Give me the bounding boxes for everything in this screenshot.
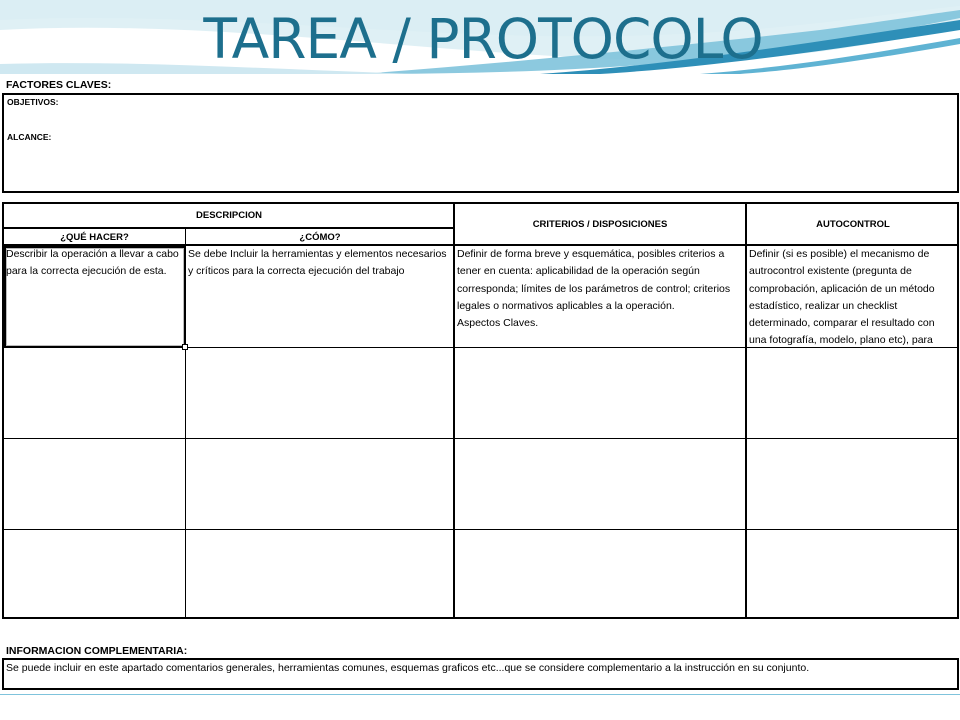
criteria-header: CRITERIOS / DISPOSICIONES: [532, 219, 668, 230]
what-header: ¿QUÉ HACER?: [60, 232, 129, 243]
description-header: DESCRIPCION: [196, 210, 262, 221]
key-factors-box[interactable]: [2, 93, 959, 193]
header-divider-desc: [4, 227, 454, 229]
row1-autocontrol-line-6: una fotografía, modelo, plano etc), para: [749, 334, 933, 347]
complementary-heading: INFORMACION COMPLEMENTARIA:: [6, 645, 188, 657]
row1-autocontrol-line-3: comprobación, aplicación de un método: [749, 282, 935, 295]
objectives-label: OBJETIVOS:: [7, 97, 59, 107]
key-factors-heading: FACTORES CLAVES:: [6, 79, 112, 91]
slide-header: [0, 0, 960, 74]
row1-criteria: [457, 246, 730, 332]
row1-criteria-line-5: Aspectos Claves.: [457, 317, 539, 330]
protocol-sheet: [0, 74, 960, 720]
row1-autocontrol-line-4: estadístico, realizar un checklist: [749, 299, 898, 312]
autocontrol-header: AUTOCONTROL: [816, 219, 890, 230]
col-divider-3: [745, 204, 747, 619]
row1-how: [188, 246, 447, 281]
row1-criteria-line-4: legales o normativos aplicables a la operación.: [457, 299, 675, 312]
row-divider-2: [4, 438, 959, 439]
page-title: TAREA / PROTOCOLO: [203, 7, 763, 71]
complementary-box[interactable]: [2, 658, 959, 690]
row1-autocontrol-line-2: autrocontrol existente (pregunta de: [749, 265, 912, 278]
row1-autocontrol-line-5: determinado, comparar el resultado con: [749, 317, 935, 330]
row1-autocontrol: [749, 246, 935, 350]
how-header: ¿CÓMO?: [299, 232, 341, 243]
row1-how-line-2: y críticos para la correcta ejecución del trabajo: [188, 265, 405, 278]
scope-label: ALCANCE:: [7, 132, 52, 142]
fill-handle[interactable]: [182, 344, 188, 350]
row1-autocontrol-line-1: Definir (si es posible) el mecanismo de: [749, 248, 930, 260]
complementary-text: Se puede incluir en este apartado comentarios generales, herramientas comunes, esquemas graficos etc...que se considere complementario a la instrucción en su conjunto.: [6, 662, 810, 674]
row-divider-3: [4, 529, 959, 530]
row1-criteria-line-1: Definir de forma breve y esquemática, posibles criterios a: [457, 248, 725, 260]
bottom-accent-line: [0, 694, 960, 695]
row1-criteria-line-2: tener en cuenta: aplicabilidad de la operación según: [457, 265, 700, 278]
col-divider-2: [453, 204, 455, 619]
protocol-table: [2, 202, 959, 619]
row1-what: [6, 246, 179, 281]
row1-criteria-line-3: corresponda; límites de los parámetros de control; criterios: [457, 282, 731, 295]
row1-what-line-1: Describir la operación a llevar a cabo: [6, 248, 179, 260]
row1-how-line-1: Se debe Incluir la herramientas y elementos necesarios: [188, 248, 447, 260]
row1-what-line-2: para la correcta ejecución de esta.: [6, 265, 167, 278]
